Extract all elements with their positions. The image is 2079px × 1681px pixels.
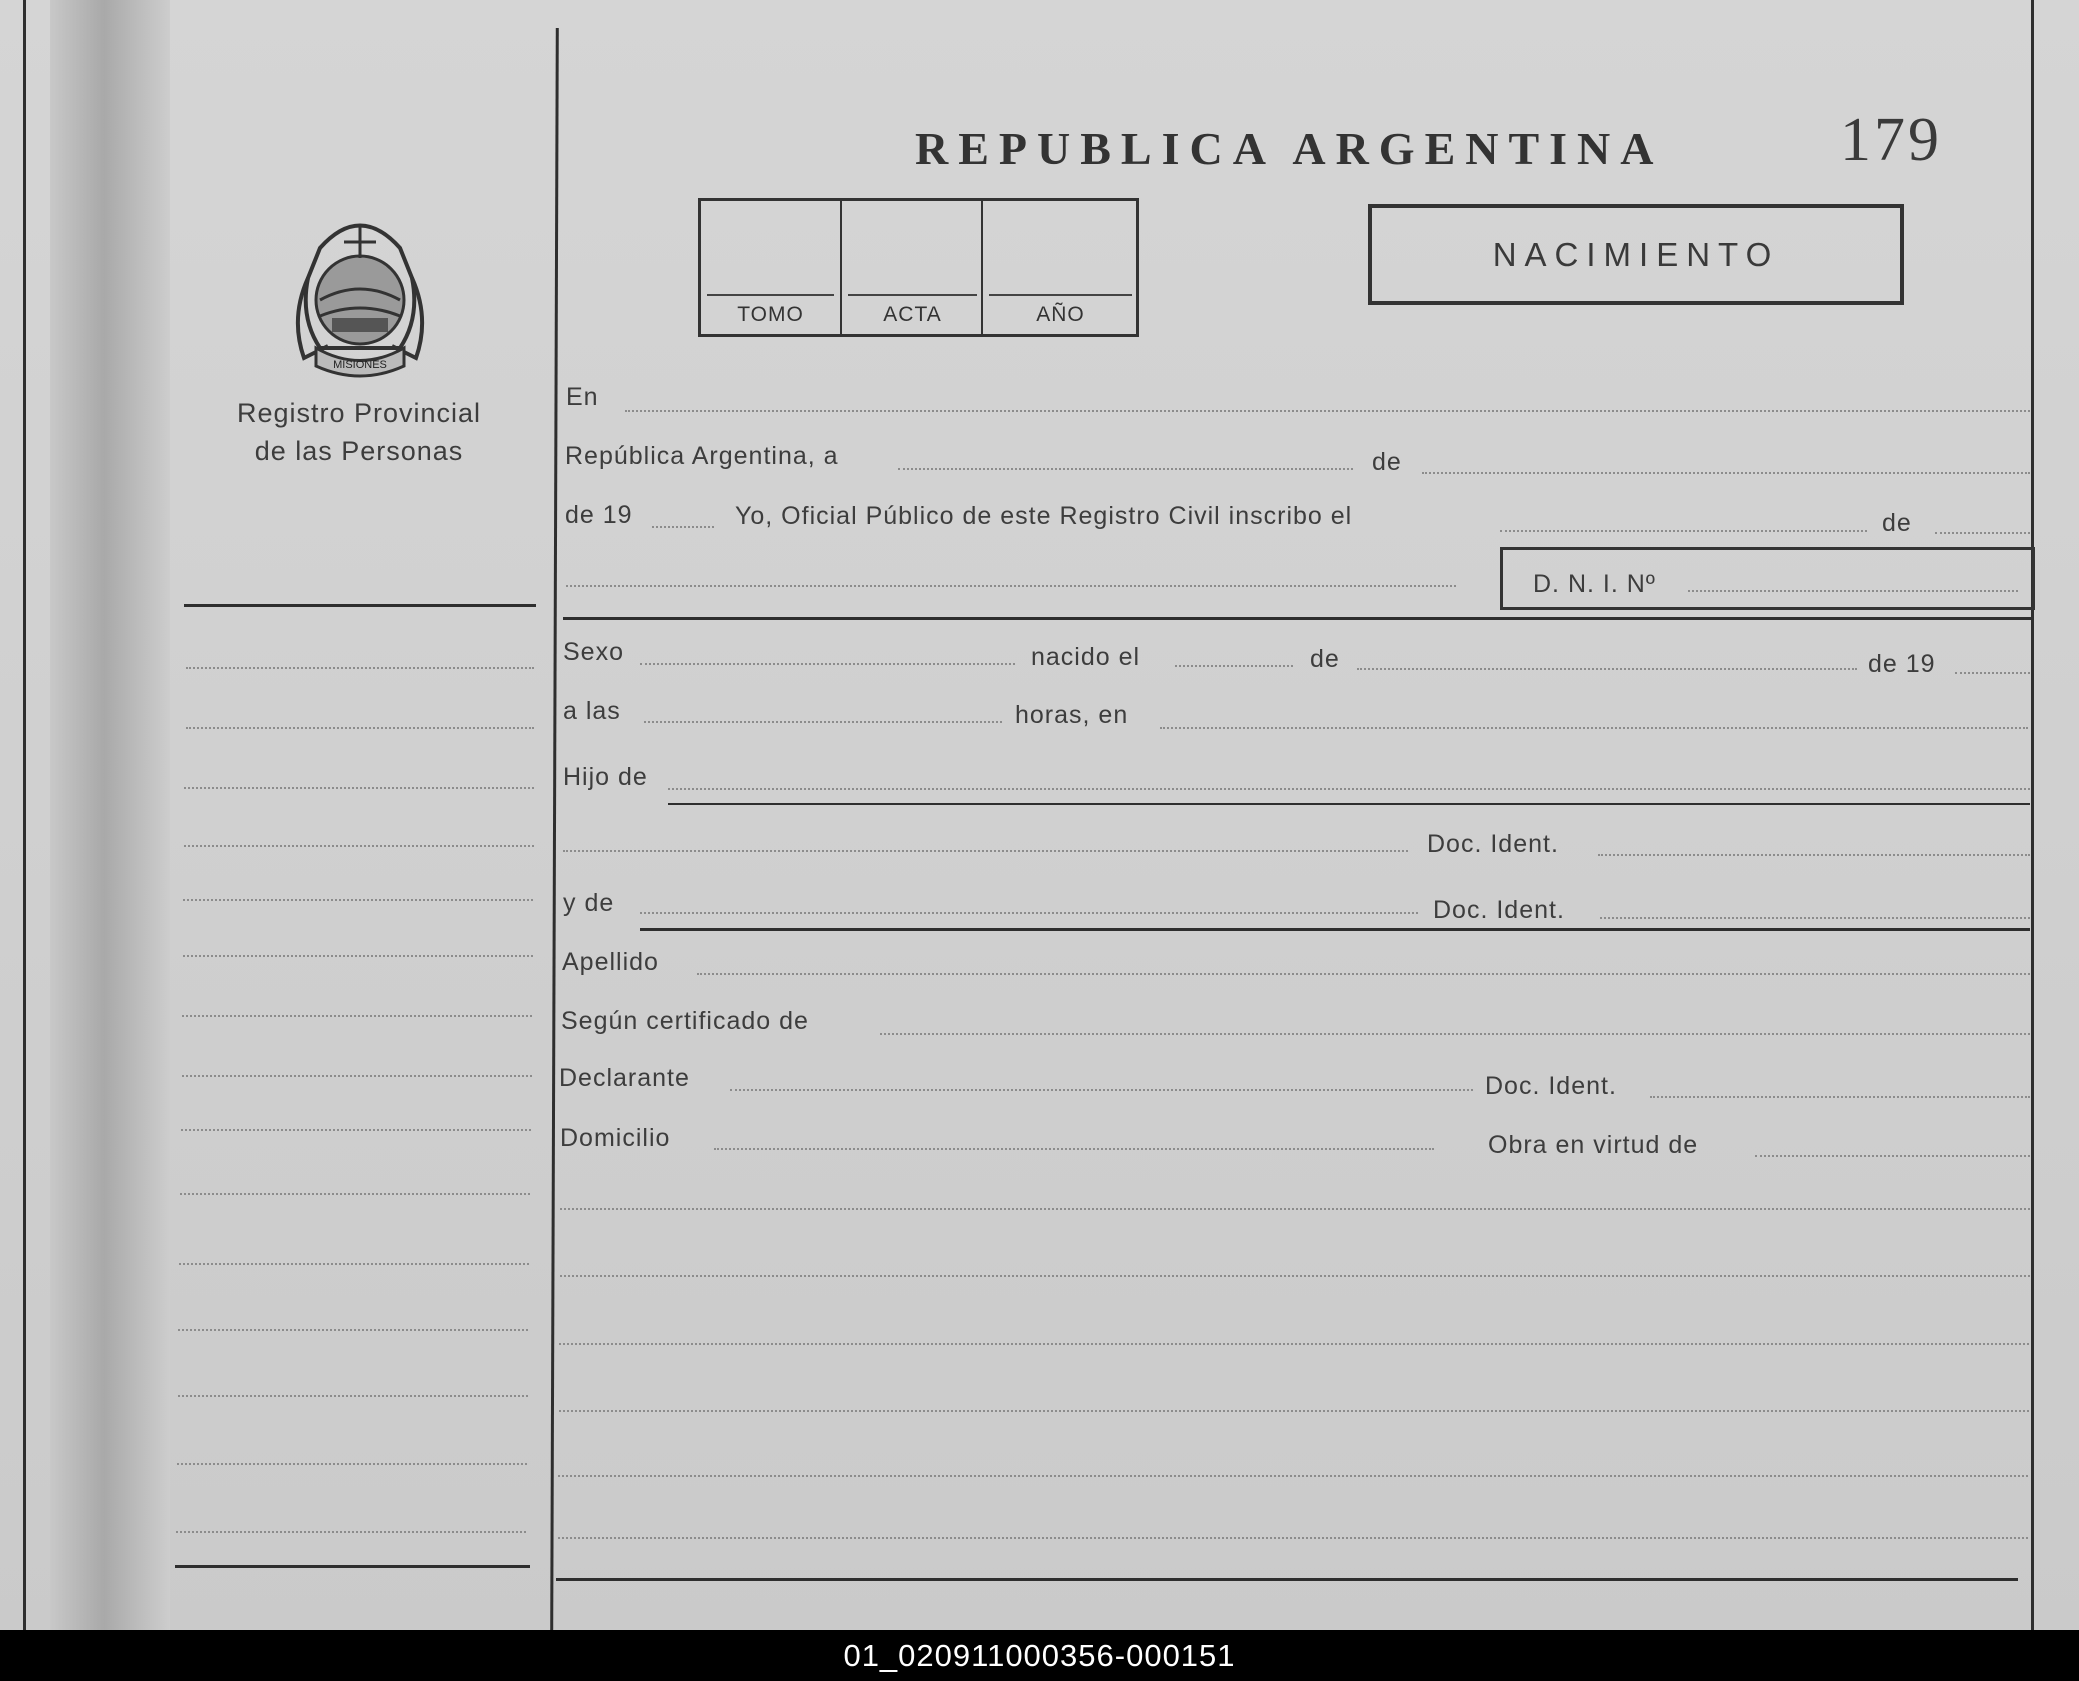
side-note-line [183, 899, 533, 901]
field-place [625, 410, 2030, 412]
side-note-line [180, 1193, 530, 1195]
field-obra [1755, 1155, 2030, 1157]
label-hijo-de: Hijo de [563, 763, 648, 791]
registry-line-1: Registro Provincial [236, 398, 482, 428]
label-domicilio: Domicilio [560, 1124, 671, 1152]
field-inscribo [1500, 530, 1867, 532]
field-notes-line [559, 1410, 2029, 1412]
field-madre [640, 912, 1418, 914]
field-doc-declarante [1650, 1096, 2030, 1098]
field-year [652, 526, 714, 528]
registry-line-2: de las Personas [254, 436, 464, 466]
side-note-line [179, 1263, 529, 1265]
scan-footer-bar [0, 1630, 2079, 1681]
field-name-line [566, 585, 1456, 587]
registry-name [220, 394, 498, 470]
label-nacido: nacido el [1031, 643, 1141, 671]
label-doc-ident-2: Doc. Ident. [1433, 896, 1565, 924]
label-a-las: a las [563, 697, 621, 725]
field-sexo [640, 663, 1015, 665]
label-de-1: de [1372, 448, 1402, 476]
label-dni: D. N. I. Nº [1533, 570, 1656, 598]
right-page-edge [2031, 0, 2034, 1630]
padre-rule [668, 803, 2030, 805]
side-note-line [186, 667, 534, 669]
label-y-de: y de [563, 889, 615, 917]
field-doc-madre [1600, 917, 2030, 919]
field-notes-line [560, 1208, 2030, 1210]
side-panel-bottom-rule [175, 1565, 530, 1568]
record-type-box: NACIMIENTO [1368, 204, 1904, 305]
label-de-19: de 19 [565, 501, 633, 529]
anio-cell [981, 201, 1138, 334]
label-declarante: Declarante [559, 1064, 690, 1092]
field-declarante [730, 1089, 1473, 1091]
field-doc-padre [1598, 854, 2030, 856]
section-rule [563, 617, 2033, 620]
side-note-line [176, 1531, 526, 1533]
label-republica: República Argentina, a [565, 442, 839, 470]
label-oficial: Yo, Oficial Público de este Registro Civil inscribo el [735, 502, 1353, 530]
anio-label: AÑO [989, 294, 1132, 334]
field-hora [644, 721, 1002, 723]
acta-label: ACTA [848, 294, 977, 334]
field-day [898, 468, 1353, 470]
field-nacido-anio [1955, 672, 2030, 674]
seal-text: MISIONES [333, 359, 387, 371]
label-obra: Obra en virtud de [1488, 1131, 1699, 1159]
side-note-line [184, 787, 534, 789]
side-note-line [177, 1463, 527, 1465]
label-de-2: de [1882, 509, 1912, 537]
field-notes-line [559, 1343, 2029, 1345]
document-title: REPUBLICA ARGENTINA [915, 123, 1664, 174]
image-id-label: 01_020911000356-000151 [843, 1638, 1236, 1673]
register-box [698, 198, 1139, 337]
field-padre [668, 788, 2030, 790]
side-note-line [184, 845, 534, 847]
label-de-3: de [1310, 645, 1340, 673]
folio-number: 179 [1840, 106, 1942, 174]
field-padre-cont [563, 850, 1408, 852]
field-notes-line [558, 1537, 2028, 1539]
tomo-cell [701, 201, 840, 334]
label-segun: Según certificado de [561, 1007, 809, 1035]
acta-cell [840, 201, 983, 334]
side-note-line [182, 1075, 532, 1077]
madre-rule [640, 928, 2030, 931]
form-bottom-rule [556, 1578, 2018, 1581]
side-note-line [186, 727, 534, 729]
coat-of-arms-seal [280, 208, 440, 378]
margin-divider [550, 28, 559, 1630]
side-note-line [178, 1395, 528, 1397]
field-apellido [697, 973, 2030, 975]
field-nacido-mes [1357, 668, 1857, 670]
tomo-label: TOMO [707, 294, 834, 334]
label-de-19-b: de 19 [1868, 650, 1936, 678]
field-lugar-nacimiento [1160, 727, 2028, 729]
label-apellido: Apellido [562, 948, 659, 976]
field-notes-line [558, 1475, 2028, 1477]
page-edge-line [23, 0, 26, 1630]
side-panel-divider [184, 604, 536, 607]
label-sexo: Sexo [563, 638, 624, 666]
side-note-line [181, 1129, 531, 1131]
side-note-line [182, 1015, 532, 1017]
field-nacido-dia [1175, 665, 1293, 667]
book-binding [50, 0, 170, 1630]
dni-box [1500, 547, 2035, 610]
field-inscribo-de [1935, 532, 2030, 534]
field-month [1422, 472, 2030, 474]
field-domicilio [714, 1148, 1434, 1150]
side-note-line [183, 955, 533, 957]
label-en: En [566, 383, 599, 411]
side-note-line [178, 1329, 528, 1331]
field-dni [1688, 590, 2018, 592]
label-doc-ident-3: Doc. Ident. [1485, 1072, 1617, 1100]
label-horas-en: horas, en [1015, 701, 1129, 729]
field-certificado [880, 1033, 2030, 1035]
field-notes-line [560, 1275, 2030, 1277]
label-doc-ident-1: Doc. Ident. [1427, 830, 1559, 858]
